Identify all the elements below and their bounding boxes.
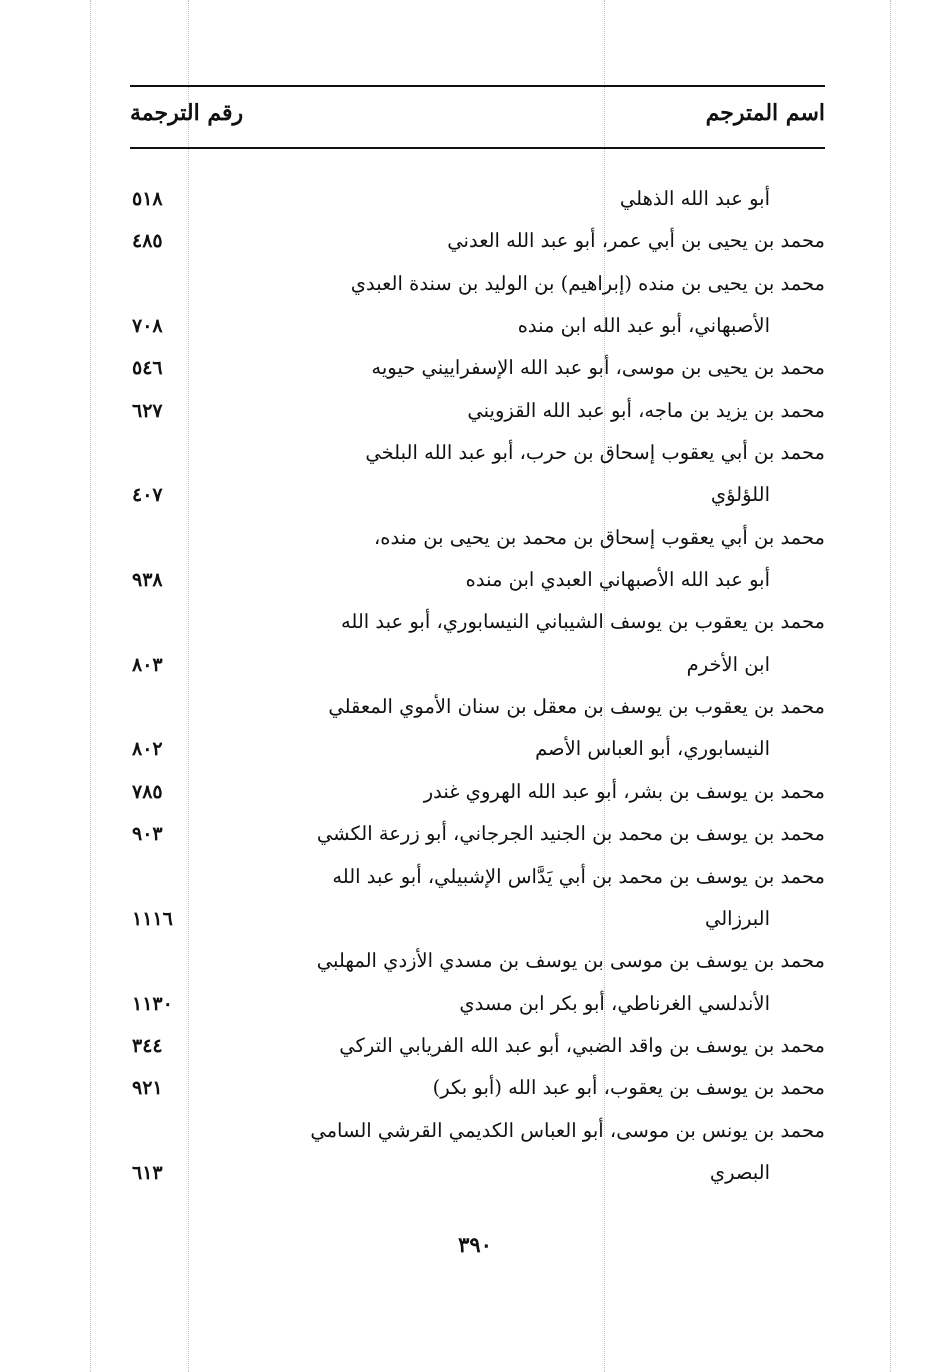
- entry-name-text: أبو عبد الله الأصبهاني العبدي ابن منده: [465, 568, 770, 592]
- entry-number: ٨٠٣: [132, 653, 163, 676]
- entry-name-text: الأندلسي الغرناطي، أبو بكر ابن مسدي: [459, 991, 770, 1015]
- entry-line: [130, 856, 825, 898]
- entry-number: ٥٤٦: [132, 357, 163, 380]
- entry-name-text: محمد بن يوسف بن يعقوب، أبو عبد الله (أبو بكر): [432, 1076, 825, 1100]
- entry-name-text: محمد بن يعقوب بن يوسف الشيباني النيسابوري، أبو عبد الله: [340, 610, 825, 634]
- entry-number: ٨٠٢: [132, 738, 163, 761]
- scan-guide-line: [90, 0, 91, 1372]
- entry-line: [130, 771, 825, 813]
- header-bottom-rule: [130, 147, 825, 149]
- index-entries: [130, 178, 825, 1194]
- entry-number: ١١١٦: [132, 907, 173, 930]
- entry-name-text: محمد بن يعقوب بن يوسف بن معقل بن سنان الأموي المعقلي: [328, 695, 825, 719]
- entry-continuation-line: [130, 1152, 825, 1194]
- entry-line: [130, 1110, 825, 1152]
- entry-name-text: محمد بن يحيى بن موسى، أبو عبد الله الإسفراييني حيويه: [371, 356, 825, 380]
- entry-line: [130, 813, 825, 855]
- entry-continuation-line: [130, 644, 825, 686]
- entry-line: [130, 1025, 825, 1067]
- entry-line: [130, 940, 825, 982]
- entry-name-text: محمد بن يوسف بن موسى بن يوسف بن مسدي الأزدي المهلبي: [316, 949, 825, 973]
- entry-name-text: اللؤلؤي: [710, 483, 770, 507]
- entry-continuation-line: [130, 474, 825, 516]
- entry-number: ٧٠٨: [132, 315, 163, 338]
- entry-number: ٩٣٨: [132, 569, 163, 592]
- entry-line: [130, 686, 825, 728]
- entry-name-text: النيسابوري، أبو العباس الأصم: [535, 737, 770, 761]
- entry-number: ٤٠٧: [132, 484, 163, 507]
- entry-line: [130, 263, 825, 305]
- entry-name-text: محمد بن يزيد بن ماجه، أبو عبد الله القزويني: [467, 398, 825, 422]
- entry-continuation-line: [130, 983, 825, 1025]
- entry-line: [130, 432, 825, 474]
- entry-name-text: محمد بن يوسف بن واقد الضبي، أبو عبد الله الفريابي التركي: [339, 1033, 825, 1057]
- entry-name-text: محمد بن يوسف بن بشر، أبو عبد الله الهروي غندر: [423, 779, 825, 803]
- entry-name-text: ابن الأخرم: [686, 652, 770, 676]
- entry-name-text: محمد بن يونس بن موسى، أبو العباس الكديمي القرشي السامي: [310, 1118, 825, 1142]
- entry-continuation-line: [130, 898, 825, 940]
- entry-number: ٩٠٣: [132, 823, 163, 846]
- entry-number: ٦٢٧: [132, 399, 163, 422]
- entry-number: ٥١٨: [132, 188, 163, 210]
- entry-name-text: محمد بن يحيى بن منده (إبراهيم) بن الوليد بن سندة العبدي: [350, 271, 825, 295]
- page-number: ٣٩٠: [458, 1232, 492, 1257]
- entry-line: [130, 601, 825, 643]
- entry-line: [130, 347, 825, 389]
- entry-continuation-line: [130, 728, 825, 770]
- entry-line: [130, 390, 825, 432]
- scan-guide-line: [890, 0, 891, 1372]
- entry-number: ١١٣٠: [132, 992, 173, 1015]
- entry-name-text: الأصبهاني، أبو عبد الله ابن منده: [517, 314, 770, 338]
- entry-line: [130, 1067, 825, 1109]
- entry-name-text: محمد بن يحيى بن أبي عمر، أبو عبد الله العدني: [447, 229, 825, 253]
- column-header-number: رقم الترجمة: [130, 100, 244, 126]
- entry-number: ٩٢١: [132, 1077, 163, 1100]
- entry-continuation-line: [130, 305, 825, 347]
- entry-continuation-line: [130, 178, 825, 220]
- column-header-name: اسم المترجم: [705, 100, 825, 126]
- entry-number: ٣٤٤: [132, 1034, 163, 1057]
- entry-number: ٤٨٥: [132, 230, 163, 253]
- entry-name-text: البرزالي: [704, 906, 770, 930]
- entry-name-text: محمد بن يوسف بن محمد بن الجنيد الجرجاني، أبو زرعة الكشي: [316, 822, 825, 846]
- entry-line: [130, 220, 825, 262]
- entry-name-text: أبو عبد الله الذهلي: [619, 187, 770, 210]
- entry-number: ٧٨٥: [132, 780, 163, 803]
- header-top-rule: [130, 85, 825, 87]
- entry-line: [130, 517, 825, 559]
- entry-name-text: محمد بن أبي يعقوب إسحاق بن محمد بن يحيى بن منده،: [373, 525, 825, 549]
- entry-name-text: البصري: [709, 1160, 770, 1184]
- entry-name-text: محمد بن يوسف بن محمد بن أبي يَدَّاس الإشبيلي، أبو عبد الله: [332, 864, 825, 888]
- entry-name-text: محمد بن أبي يعقوب إسحاق بن حرب، أبو عبد الله البلخي: [365, 441, 825, 465]
- entry-number: ٦١٣: [132, 1161, 163, 1184]
- entry-continuation-line: [130, 559, 825, 601]
